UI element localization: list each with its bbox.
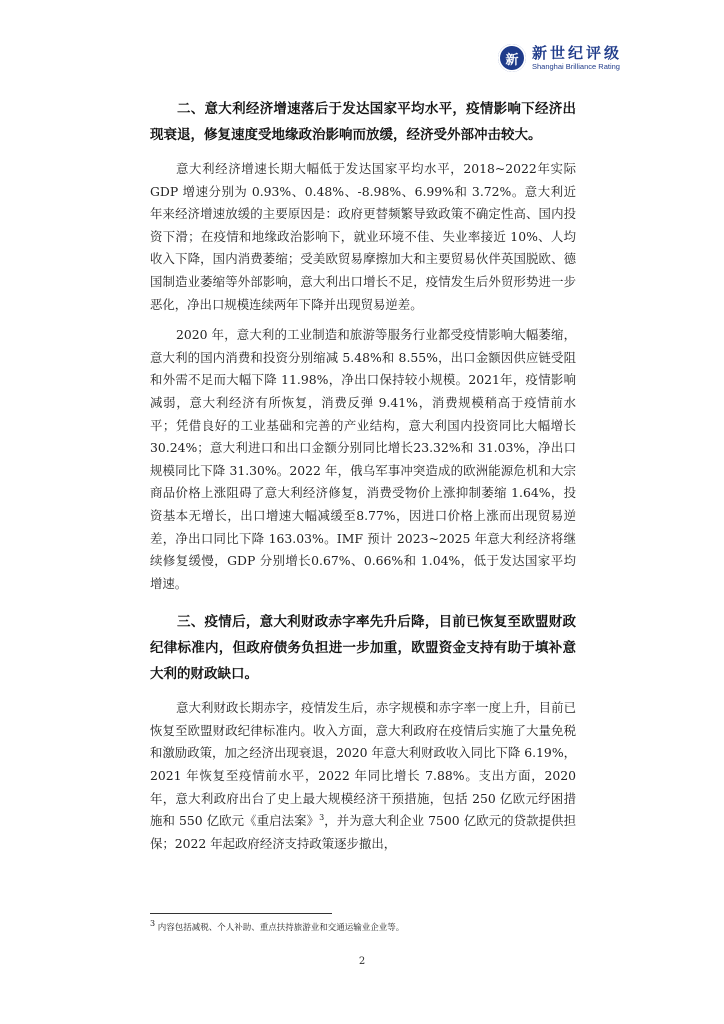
footnote-number: 3: [150, 919, 156, 929]
logo-emblem-icon: 新: [498, 44, 526, 72]
logo-name-en: Shanghai Brilliance Rating: [531, 62, 620, 71]
company-logo: [498, 44, 622, 72]
footnote-divider: [150, 913, 332, 914]
body-paragraph: 意大利经济增速长期大幅低于发达国家平均水平，2018~2022年实际 GDP 增速分别为 0.93%、0.48%、-8.98%、6.99%和 3.72%。意大利近年来经济增速放缓的主要原因是：政府更替频繁导致政策不确定性高、国内投资下滑；在疫情和地缘政治影响下，就业环境不佳、失业率接近 10%、人均收入下降，国内消费萎缩；受美欧贸易摩擦加大和主要贸易伙伴英国脱欧、德国制造业萎缩等外部影响，意大利出口增长不足，疫情发生后外贸形势进一步恶化，净出口规模连续两年下降并出现贸易逆差。: [150, 161, 576, 312]
section-heading-2: 二、意大利经济增速落后于发达国家平均水平，疫情影响下经济出现衰退，修复速度受地缘政治影响而放缓，经济受外部冲击较大。: [150, 101, 576, 143]
paragraph-text-part-2: ，并为意大利企业 7500 亿欧元的贷款提供担保；2022 年起政府经济支持政策逐步撤出，: [150, 813, 576, 851]
logo-text: [532, 44, 622, 72]
page-number: 2: [358, 956, 366, 967]
footnote-reference[interactable]: 3: [319, 813, 325, 823]
logo-name-cn: 新世纪评级: [531, 44, 622, 62]
body-paragraph: 2020 年，意大利的工业制造和旅游等服务行业都受疫情影响大幅萎缩，意大利的国内消费和投资分别缩减 5.48%和 8.55%，出口金额因供应链受阻和外需不足而大幅下降 11.98%，净出口保持较小规模。2021年，疫情影响减弱，意大利经济有所恢复，消费反弹 9.41%，消费规模稍高于疫情前水平；凭借良好的工业基础和完善的产业结构，意大利国内投资同比大幅增长 30.24%；意大利进口和出口金额分别同比增长23.32%和 31.03%，净出口规模同比下降 31.30%。2022 年，俄乌军事冲突造成的欧洲能源危机和大宗商品价格上涨阻碍了意大利经济修复，消费受物价上涨抑制萎缩 1.64%，投资基本无增长，出口增速大幅减缓至8.77%，因进口价格上涨而出现贸易逆差，净出口同比下降 163.03%。IMF 预计 2023~2025 年意大利经济将继续修复缓慢，GDP 分别增长0.67%、0.66%和 1.04%，低于发达国家平均增速。: [150, 327, 576, 591]
footnote: [150, 919, 405, 934]
section-heading-3: 三、疫情后，意大利财政赤字率先升后降，目前已恢复至欧盟财政纪律标准内，但政府债务负担进一步加重，欧盟资金支持有助于填补意大利的财政缺口。: [150, 614, 576, 683]
paragraph-text-part-1: 意大利财政长期赤字，疫情发生后，赤字规模和赤字率一度上升，目前已恢复至欧盟财政纪律标准内。收入方面，意大利政府在疫情后实施了大量免税和激励政策，加之经济出现衰退，2020 年意大利财政收入同比下降 6.19%，2021 年恢复至疫情前水平，2022 年同比增长 7.88%。支出方面，2020 年，意大利政府出台了史上最大规模经济干预措施，包括 250 亿欧元纾困措施和 550 亿欧元《重启法案》: [150, 700, 576, 829]
body-paragraph: [150, 697, 576, 855]
footnote-text: 内容包括减税、个人补助、重点扶持旅游业和交通运输业企业等。: [157, 923, 405, 933]
main-content: [150, 96, 576, 863]
